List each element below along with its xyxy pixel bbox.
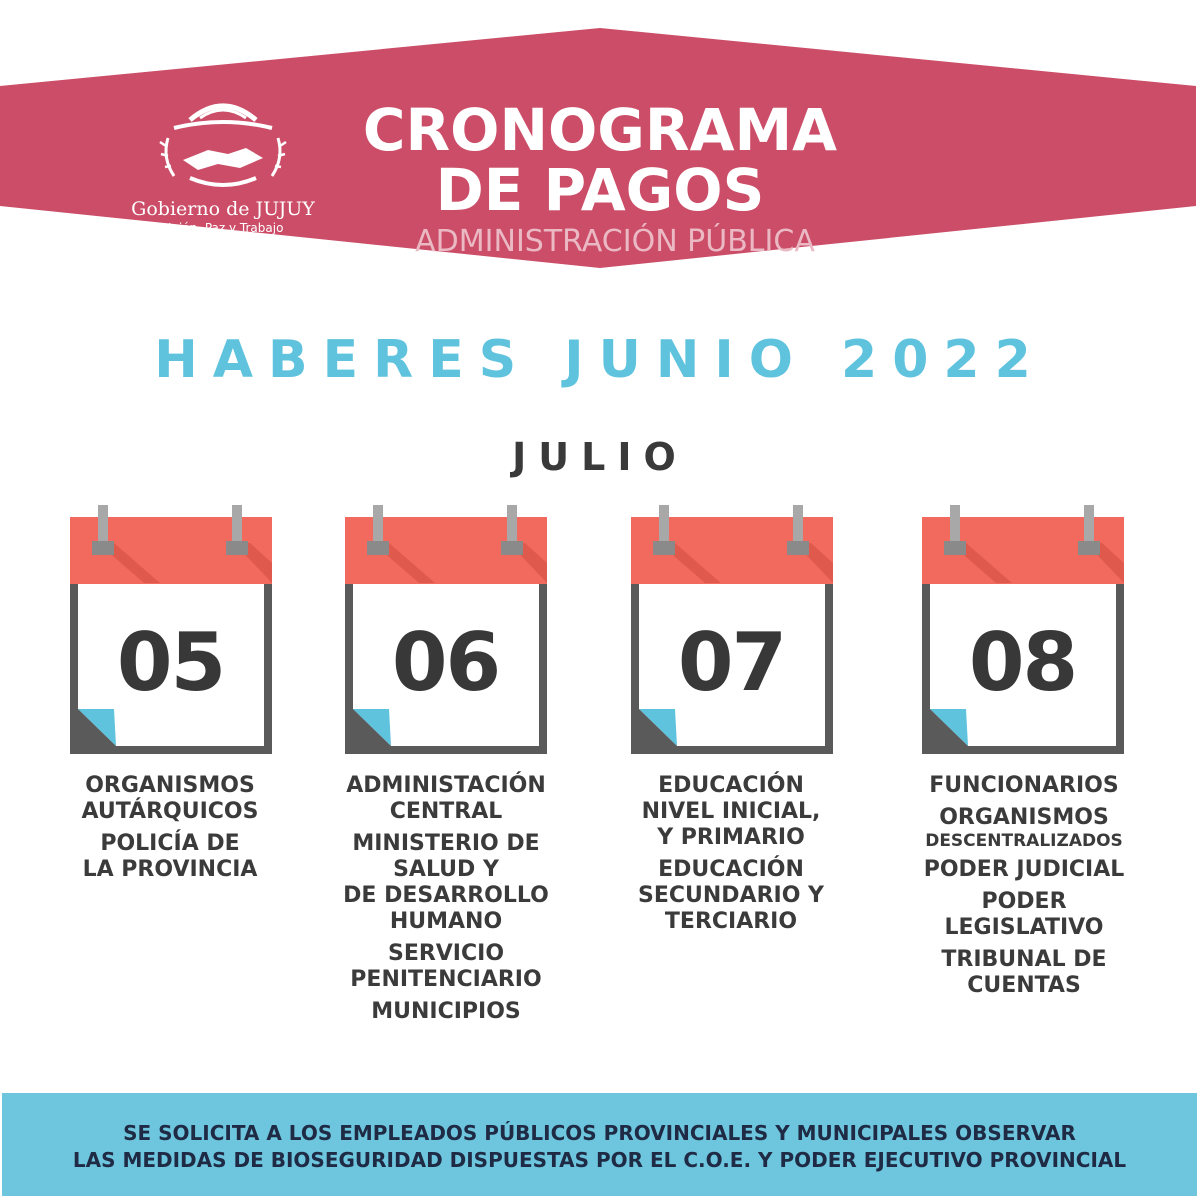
org-line: EDUCACIÓN	[658, 773, 804, 798]
org-line: NIVEL INICIAL,	[641, 799, 821, 824]
org-group	[316, 831, 576, 935]
org-group	[316, 773, 576, 825]
logo-motto: Unión, Paz y Trabajo	[162, 221, 284, 235]
schedule-column-08	[894, 773, 1154, 1005]
footer-notice	[2, 1093, 1197, 1196]
org-line: ORGANISMOS	[939, 805, 1109, 830]
org-line: TERCIARIO	[664, 909, 798, 934]
title-line-1: CRONOGRAMA	[362, 96, 838, 164]
org-line: Y PRIMARIO	[657, 825, 805, 850]
org-line: DE DESARROLLO	[343, 883, 549, 908]
org-line: EDUCACIÓN	[658, 857, 804, 882]
calendar-day: 06	[391, 616, 500, 709]
calendar-card	[68, 505, 273, 755]
org-line: SALUD Y	[393, 857, 499, 882]
org-group	[316, 941, 576, 993]
schedule-column-06	[316, 773, 576, 1031]
logo-name: Gobierno de JUJUY	[131, 198, 315, 220]
footer-line-1: SE SOLICITA A LOS EMPLEADOS PÚBLICOS PROVINCIALES Y MUNICIPALES OBSERVAR	[123, 1121, 1076, 1145]
calendar-card	[343, 505, 548, 755]
month-heading: JULIO	[512, 435, 688, 479]
footer-line-2: LAS MEDIDAS DE BIOSEGURIDAD DISPUESTAS POR EL C.O.E. Y PODER EJECUTIVO PROVINCIAL	[72, 1148, 1127, 1172]
org-line: LA PROVINCIA	[82, 857, 258, 882]
subtitle: ADMINISTRACIÓN PÚBLICA	[415, 224, 815, 259]
org-line: ADMINISTACIÓN	[346, 773, 546, 798]
calendar-day: 07	[677, 616, 786, 709]
org-group	[40, 773, 300, 825]
org-line: SERVICIO	[387, 941, 505, 966]
calendar-day: 08	[968, 616, 1077, 709]
period-heading: HABERES JUNIO 2022	[154, 330, 1046, 390]
schedule-column-05	[40, 773, 300, 889]
calendar-day: 05	[116, 616, 225, 709]
org-group	[894, 805, 1154, 851]
org-line: DESCENTRALIZADOS	[925, 831, 1123, 851]
org-line: POLICÍA DE	[100, 831, 240, 856]
calendar-card	[920, 505, 1125, 755]
org-line: CENTRAL	[389, 799, 503, 824]
org-line: SECUNDARIO Y	[637, 883, 824, 908]
org-line: ORGANISMOS	[85, 773, 255, 798]
header-banner	[0, 28, 1200, 268]
org-group	[894, 773, 1154, 799]
org-line: HUMANO	[389, 909, 503, 934]
org-group	[601, 773, 861, 851]
org-group	[894, 947, 1154, 999]
org-group	[894, 889, 1154, 941]
org-line: PENITENCIARIO	[350, 967, 542, 992]
government-logo	[128, 88, 318, 238]
org-line: TRIBUNAL DE	[941, 947, 1107, 972]
org-line: LEGISLATIVO	[944, 915, 1104, 940]
org-line: MINISTERIO DE	[352, 831, 540, 856]
org-line: PODER JUDICIAL	[923, 857, 1125, 882]
schedule-column-07	[601, 773, 861, 941]
org-group	[601, 857, 861, 935]
title-line-2: DE PAGOS	[435, 156, 765, 224]
calendar-card	[629, 505, 834, 755]
org-group	[40, 831, 300, 883]
org-group	[894, 857, 1154, 883]
org-line: FUNCIONARIOS	[929, 773, 1119, 798]
handshake-emblem-icon	[128, 88, 318, 198]
org-line: MUNICIPIOS	[371, 999, 521, 1024]
org-group	[316, 999, 576, 1025]
org-line: PODER	[981, 889, 1067, 914]
org-line: AUTÁRQUICOS	[81, 799, 259, 824]
org-line: CUENTAS	[967, 973, 1081, 998]
